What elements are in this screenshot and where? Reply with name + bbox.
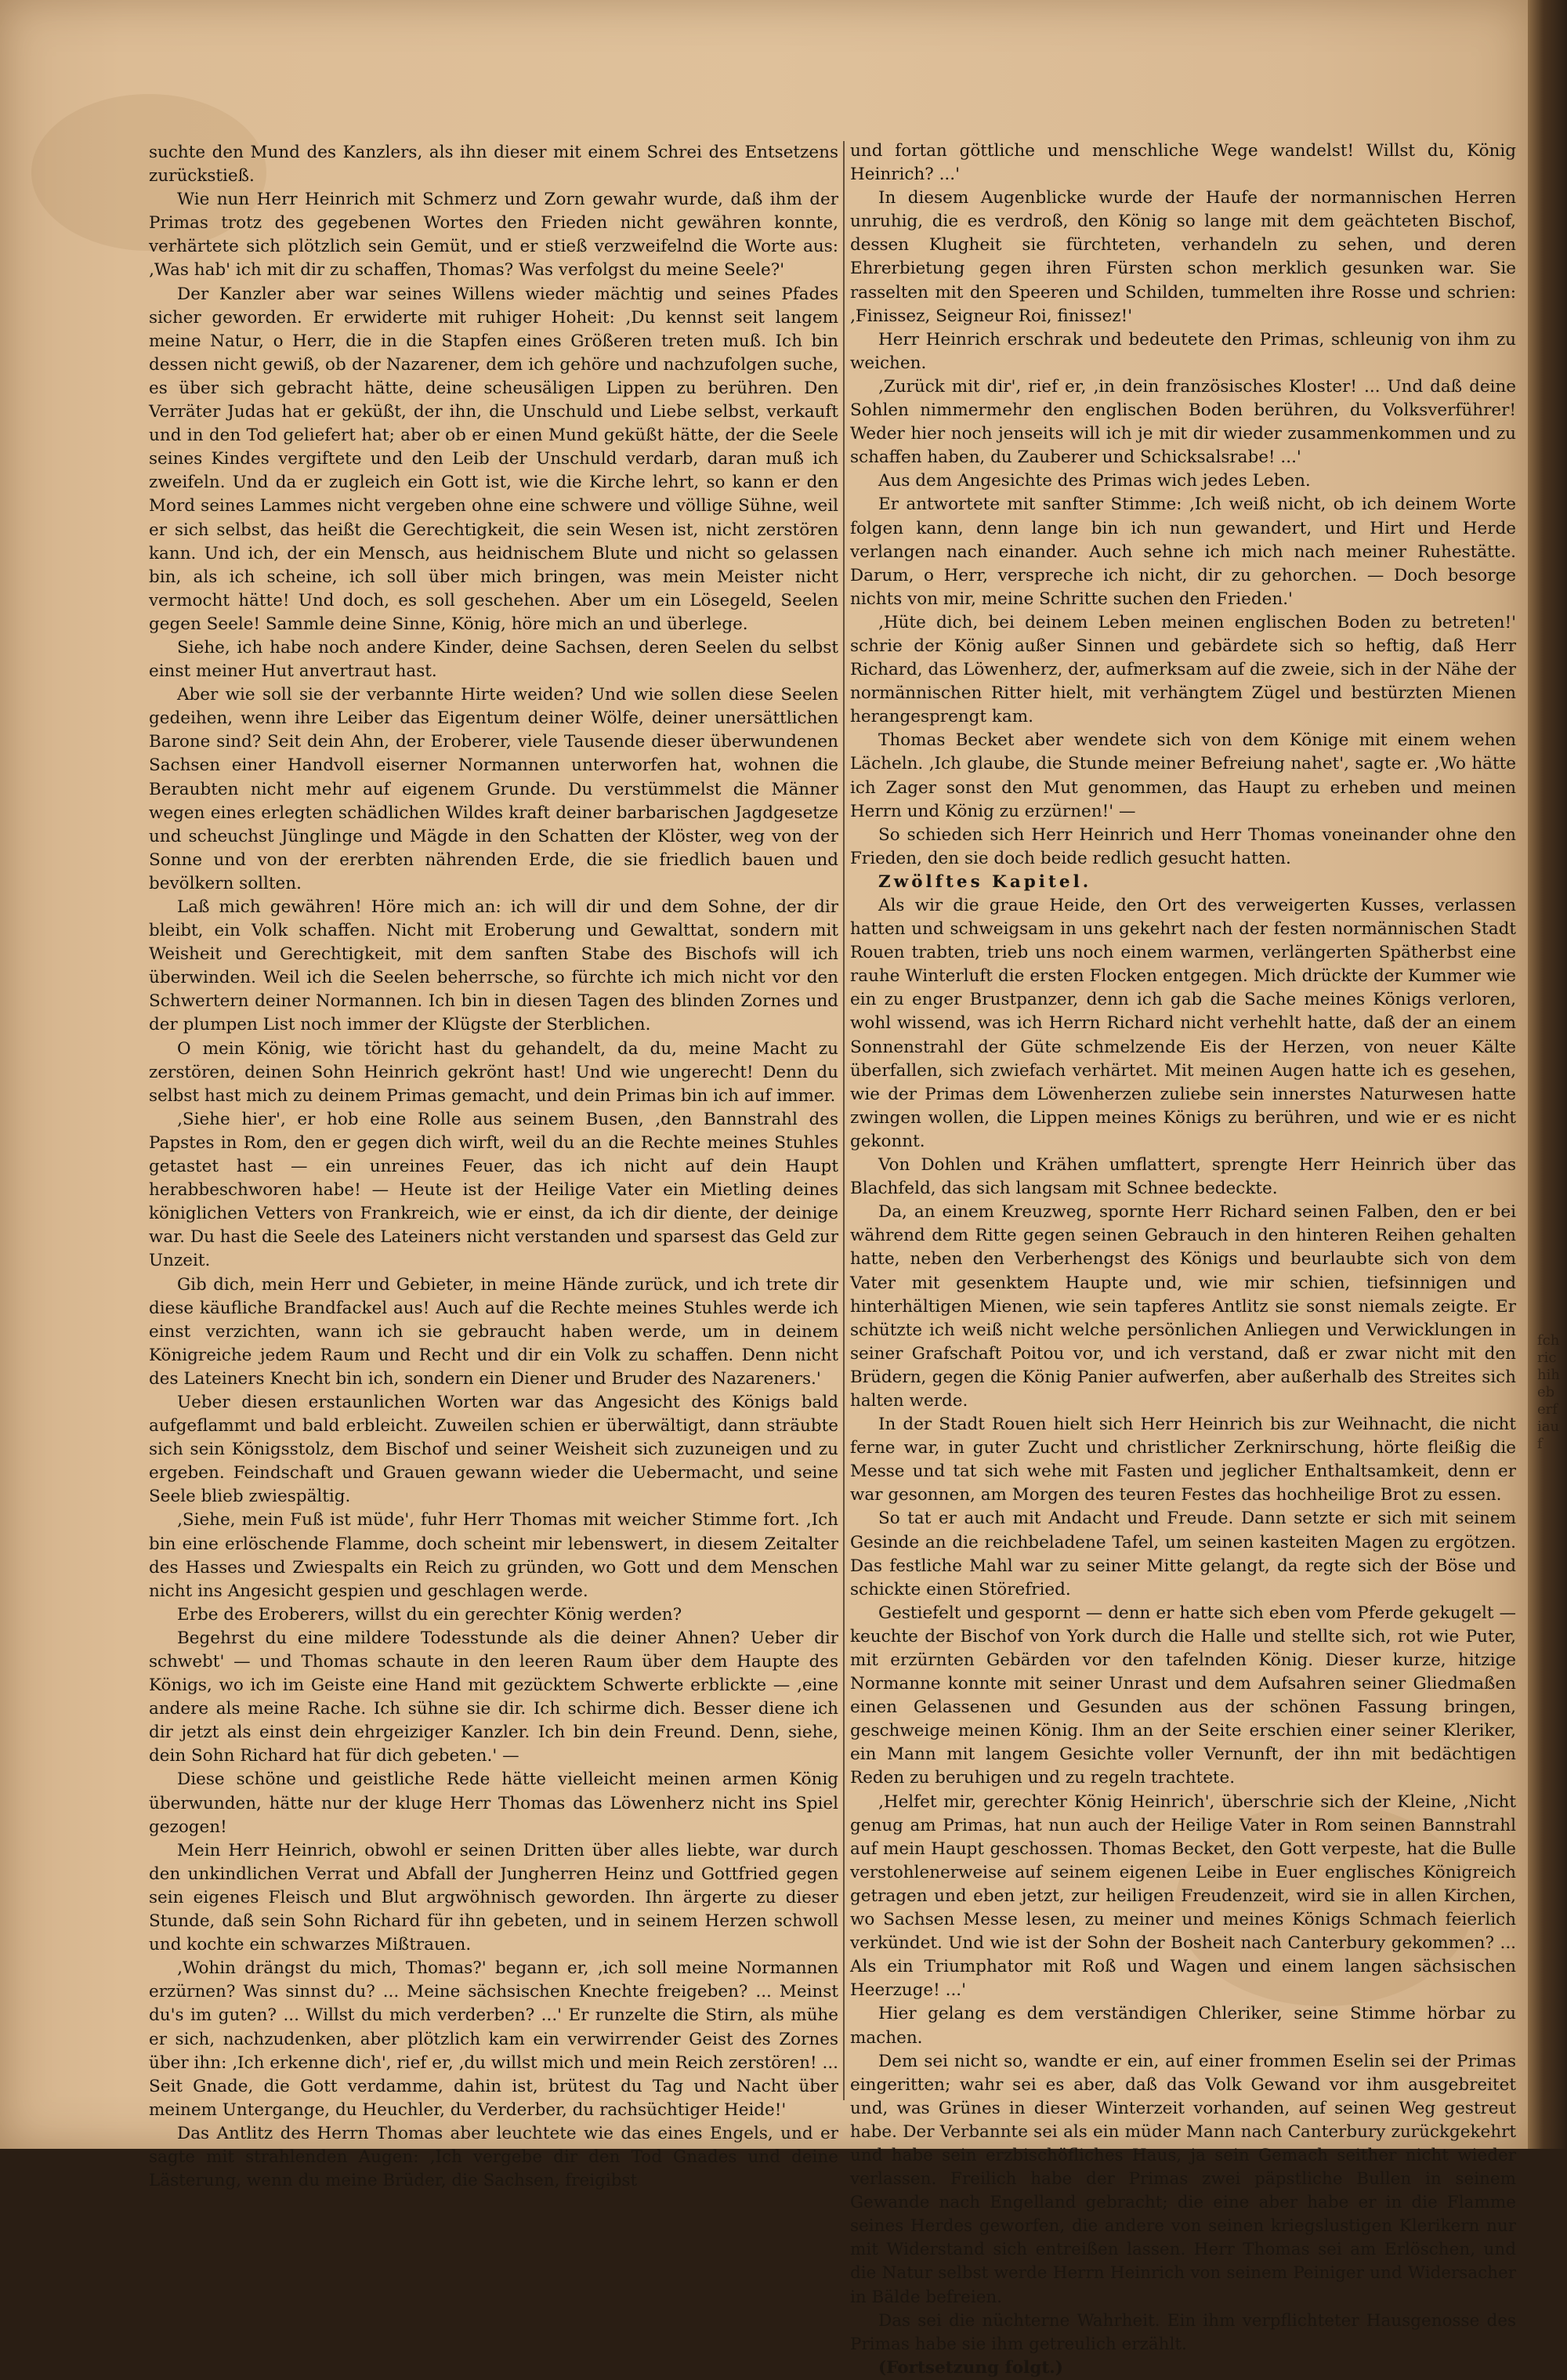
paragraph: In diesem Augenblicke wurde der Haufe der normannischen Herren unruhig, die es verdroß, den König so lange mit dem geächteten Bischof, dessen Klugheit sie fürchteten, verhandeln zu sehen, und deren Ehrerbietung gegen ihren Fürsten schon merklich gesunken war. Sie rasselten mit den Speeren und Schilden, tummelten ihre Rosse und schrien: ‚Finissez, Seigneur Roi, finissez!': [850, 188, 1516, 326]
paragraph: ‚Siehe hier', er hob eine Rolle aus seinem Busen, ‚den Bannstrahl des Papstes in Rom, den er gegen dich wirft, weil du an die Rechte meines Stuhles getastet hast — ein unreines Feuer, das ich nicht auf dein Haupt herabbeschworen habe! — Heute ist der Heilige Vater ein Mietling deines königlichen Vetters von Frankreich, wie er einst, da ich dir diente, der deinige war. Du hast die Seele des Lateiners nicht verstanden und sparsest das Geld zur Unzeit.: [149, 1109, 838, 1271]
paragraph: ‚Zurück mit dir', rief er, ‚in dein französisches Kloster! ... Und daß deine Sohlen nimmermehr den englischen Boden berühren, du Volksverführer! Weder hier noch jenseits will ich je mit dir wieder zusammenkommen und zu schaffen haben, du Zauberer und Schicksalsrabe! ...': [850, 376, 1516, 468]
paragraph: Gestiefelt und gespornt — denn er hatte sich eben vom Pferde gekugelt — keuchte der Bischof von York durch die Halle und stellte sich, rot wie Puter, mit erzürnten Gebärden vor den tafelnden König. Dieser kurze, hitzige Normanne konnte mit seiner Unrast und dem Aufsahren seiner Gliedmaßen einen Gelassenen und Gesunden aus der schönen Fassung bringen, geschweige meinen König. Ihm an der Seite erschien einer seiner Kleriker, ein Mann mit langem Gesichte voller Vernunft, der ihn mit bedächtigen Reden zu beruhigen und zu regeln trachtete.: [850, 1603, 1516, 1788]
paragraph: Wie nun Herr Heinrich mit Schmerz und Zorn gewahr wurde, daß ihm der Primas trotz des gegebenen Wortes den Frieden nicht gewähren konnte, verhärtete sich plötzlich sein Gemüt, und er stieß verzweifelnd die Worte aus: ‚Was hab' ich mit dir zu schaffen, Thomas? Was verfolgst du meine Seele?': [149, 190, 838, 281]
paragraph: Aus dem Angesichte des Primas wich jedes Leben.: [878, 471, 1311, 491]
paragraph: So tat er auch mit Andacht und Freude. Dann setzte er sich mit seinem Gesinde an die reichbeladene Tafel, um seinen kasteiten Magen zu ergötzen. Das festliche Mahl war zu seiner Mitte gelangt, da regte sich der Böse und schickte einen Störefried.: [850, 1509, 1516, 1599]
paragraph: ‚Helfet mir, gerechter König Heinrich', überschrie sich der Kleine, ‚Nicht genug am Primas, hat nun auch der Heilige Vater in Rom seinen Bannstrahl auf mein Haupt geschossen. Thomas Becket, den Gott verpeste, hat die Bulle verstohlenerweise auf seinem eigenen Leibe in Euer englisches Königreich getragen und eben jetzt, zur heiligen Freudenzeit, wird sie in allen Kirchen, wo Sachsen Messe lesen, zu meiner und meines Königs Schmach feierlich verkündet. Und wie ist der Sohn der Bosheit nach Canterbury gekommen? ... Als ein Triumphator mit Roß und Wagen und einem langen sächsischen Heerzuge! ...': [850, 1791, 1516, 2001]
column-divider: [843, 141, 845, 2100]
paragraph: Herr Heinrich erschrak und bedeutete den Primas, schleunig von ihm zu weichen.: [850, 329, 1516, 373]
paragraph: Der Kanzler aber war seines Willens wieder mächtig und seines Pfades sicher geworden. Er erwiderte mit ruhiger Hoheit: ‚Du kennst seit langem meine Natur, o Herr, die in die Stapfen eines Größeren treten muß. Ich bin dessen nicht gewiß, ob der Nazarener, dem ich gehöre und nachzufolgen suche, es über sich gebracht hätte, deine scheusäligen Lippen zu berühren. Den Verräter Judas hat er geküßt, der ihn, die Unschuld und Liebe selbst, verkauft und in den Tod geliefert hat; aber ob er einen Mund geküßt hätte, der die Seele seines Kindes vergiftete und den Leib der Unschuld verdarb, daran muß ich zweifeln. Und da er zugleich ein Gott ist, wie die Kirche lehrt, so kann er den Mord seines Lammes nicht vergeben ohne eine schwere und völlige Sühne, weil er sich selbst, das heißt die Gerechtigkeit, die sein Wesen ist, nicht zerstören kann. Und ich, der ein Mensch, aus heidnischem Blute und nicht so gelassen bin, als ich scheine, ich soll über mich bringen, was mein Meister nicht vermocht hätte! Und doch, es soll geschehen. Aber um ein Lösegeld, Seelen gegen Seele! Sammle deine Sinne, König, höre mich an und überlege.: [149, 284, 838, 634]
spine-text-fragment: fchrichiheberfiauf: [1537, 1332, 1560, 1452]
paragraph: Mein Herr Heinrich, obwohl er seinen Dritten über alles liebte, war durch den unkindlichen Verrat und Abfall der Jungherren Heinz und Gottfried gegen sein eigenes Fleisch und Blut argwöhnisch geworden. Ihn ärgerte zu dieser Stunde, daß sein Sohn Richard für ihn gebeten, und in seinem Herzen schwoll und kochte ein schwarzes Mißtrauen.: [149, 1840, 838, 1955]
paragraph: ‚Wohin drängst du mich, Thomas?' begann er, ‚ich soll meine Normannen erzürnen? Was sinnst du? ... Meine sächsischen Knechte freigeben? ... Meinst du's im guten? ... Willst du mich verderben? ...' Er runzelte die Stirn, als mühe er sich, nachzudenken, aber plötzlich kam ein verwirrender Geist des Zornes über ihn: ‚Ich erkenne dich', rief er, ‚du willst mich und mein Reich zerstören! ... Seit Gnade, die Gott verdamme, dahin ist, brütest du Tag und Nacht über meinem Untergange, du Heuchler, du Verderber, du rachsüchtiger Heide!': [149, 1958, 838, 2120]
paragraph: Gib dich, mein Herr und Gebieter, in meine Hände zurück, und ich trete dir diese käufliche Brandfackel aus! Auch auf die Rechte meines Stuhles werde ich einst verzichten, wann ich sie gebraucht haben werde, um in deinem Königreiche jedem Raum und Recht und dir ein Volk zu schaffen. Denn nicht des Lateiners Knecht bin ich, sondern ein Diener und Bruder des Nazareners.': [149, 1274, 838, 1389]
paragraph: Da, an einem Kreuzweg, spornte Herr Richard seinen Falben, den er bei während dem Ritte gegen seinen Gebrauch in den hinteren Reihen gehalten hatte, neben den Verberhengst des Königs und beurlaubte sich von dem Vater mit gesenktem Haupte und, wie mir schien, tiefsinnigen und hinterhältigen Mienen, wie sein tapferes Antlitz sie sonst niemals zeigte. Er schützte ich weiß nicht welche persönlichen Anliegen und Verwicklungen in seiner Grafschaft Poitou vor, und ich verstand, daß er zwar nicht mit den Brüdern, gegen die König Panier aufwerfen, aber außerhalb des Streites sich halten werde.: [850, 1202, 1516, 1411]
paragraph: Er antwortete mit sanfter Stimme: ‚Ich weiß nicht, ob ich deinem Worte folgen kann, denn lange bin ich nun gewandert, und Hirt und Herde verlangen nach einander. Auch sehne ich mich nach meiner Ruhestätte. Darum, o Herr, verspreche ich nicht, dir zu gehorchen. — Doch besorge nichts von mir, meine Schritte suchen den Frieden.': [850, 494, 1516, 609]
chapter-heading: Zwölftes Kapitel.: [878, 871, 1092, 892]
paragraph: Aber wie soll sie der verbannte Hirte weiden? Und wie sollen diese Seelen gedeihen, wenn ihre Leiber das Eigentum deiner Wölfe, deiner unersättlichen Barone sind? Seit dein Ahn, der Eroberer, viele Tausende dieser überwundenen Sachsen einer Handvoll eiserner Normannen unterworfen hat, wohnen die Beraubten nicht mehr auf eigenem Grunde. Du verstümmelst die Männer wegen eines erlegten schädlichen Wildes kraft deiner barbarischen Jagdgesetze und scheuchst Jünglinge und Mägde in den Schatten der Klöster, weg von der Sonne und von der ererbten nährenden Erde, die sie friedlich bauen und bevölkern sollten.: [149, 685, 838, 893]
paragraph: Diese schöne und geistliche Rede hätte vielleicht meinen armen König überwunden, hätte nur der kluge Herr Thomas das Löwenherz nicht ins Spiel gezogen!: [149, 1770, 838, 1837]
paragraph: Erbe des Eroberers, willst du ein gerechter König werden?: [177, 1604, 682, 1625]
paragraph: Dem sei nicht so, wandte er ein, auf einer frommen Eselin sei der Primas eingeritten; wahr sei es aber, daß das Volk Gewand vor ihm ausgebreitet und, was Grünes in dieser Winterzeit vorhanden, auf seinen Weg gestreut habe. Der Verbannte sei als ein müder Mann nach Canterbury zurückgekehrt und habe sein erzbischöfliches Haus, ja sein Gemach seither nicht wieder verlassen. Freilich habe der Primas zwei päpstliche Bullen in seinem Gewande nach Engelland gebracht; die eine aber habe er in die Flamme seines Herdes geworfen, die andere von seinen kriegslustigen Klerikern nur mit Widerstand sich entreißen lassen. Herr Thomas sei am Erlöschen, und die Natur selbst werde Herrn Heinrich von seinem Peiniger und Widersacher in Bälde befreien.: [850, 2051, 1516, 2307]
left-column: [149, 141, 838, 2191]
paragraph: ‚Siehe, mein Fuß ist müde', fuhr Herr Thomas mit weicher Stimme fort. ‚Ich bin eine erlöschende Flamme, doch scheint mir lebenswert, in diesem Zeitalter des Hasses und Zwiespalts ein Reich zu gründen, wo Gott und dem Menschen nicht ins Angesicht gespien und geschlagen werde.: [149, 1510, 838, 1601]
continuation-note: (Fortsetzung folgt.): [878, 2357, 1063, 2378]
paragraph: Begehrst du eine mildere Todesstunde als die deiner Ahnen? Ueber dir schwebt' — und Thomas schaute in den leeren Raum über dem Haupte des Königs, wo ich im Geiste eine Hand mit gezücktem Schwerte erblickte — ‚eine andere als meine Rache. Ich sühne sie dir. Ich schirme dich. Besser diene ich dir jetzt als einst dein ehrgeiziger Kanzler. Ich bin dein Freund. Denn, siehe, dein Sohn Richard hat für dich gebeten.' —: [149, 1628, 838, 1766]
paragraph: O mein König, wie töricht hast du gehandelt, da du, meine Macht zu zerstören, deinen Sohn Heinrich gekrönt hast! Und wie ungerecht! Denn du selbst hast mich zu deinem Primas gemacht, und dein Primas bin ich auf immer.: [149, 1038, 838, 1106]
paragraph: So schieden sich Herr Heinrich und Herr Thomas voneinander ohne den Frieden, den sie doch beide redlich gesucht hatten.: [850, 824, 1516, 868]
paragraph: In der Stadt Rouen hielt sich Herr Heinrich bis zur Weihnacht, die nicht ferne war, in guter Zucht und christlicher Zerknirschung, hörte fleißig die Messe und tat sich wehe mit Fasten und jeglicher Enthaltsamkeit, denn er war gesonnen, am Morgen des teuren Festes das hochheilige Brot zu essen.: [850, 1415, 1516, 1505]
paragraph: Als wir die graue Heide, den Ort des verweigerten Kusses, verlassen hatten und schweigsam in uns gekehrt nach der festen normännischen Stadt Rouen trabten, trieb uns noch einem warmen, verlängerten Spätherbst eine rauhe Winterluft die ersten Flocken entgegen. Mich drückte der Kummer wie ein zu enger Brustpanzer, denn ich gab die Sache meines Königs verloren, wohl wissend, was ich Herrn Richard nicht verhehlt hatte, daß der an einem Sonnenstrahl der Güte schmelzende Eis der Herzen, von neuer Kälte überfallen, sich zwiefach verhärtet. Mit meinen Augen hatte ich es gesehen, wie der Primas dem Löwenherzen zuliebe sein innerstes Naturwesen hatte zwingen wollen, die Lippen meines Königs zu berühren, und wie er es nicht gekonnt.: [850, 896, 1516, 1151]
paragraph: Laß mich gewähren! Höre mich an: ich will dir und dem Sohne, der dir bleibt, ein Volk schaffen. Nicht mit Eroberung und Gewalttat, sondern mit Weisheit und Gerechtigkeit, mit dem sanften Stabe des Bischofs will ich überwinden. Weil ich die Seelen beherrsche, so fürchte ich mich nicht vor den Schwertern deiner Normannen. Ich bin in diesen Tagen des blinden Zornes und der plumpen List noch immer der Klügste der Sterblichen.: [149, 897, 838, 1035]
paragraph: und fortan göttliche und menschliche Wege wandelst! Willst du, König Heinrich? ...': [850, 141, 1516, 185]
paragraph: Von Dohlen und Krähen umflattert, sprengte Herr Heinrich über das Blachfeld, das sich langsam mit Schnee bedeckte.: [850, 1155, 1516, 1199]
book-spine: [1528, 0, 1567, 2149]
paragraph: ‚Hüte dich, bei deinem Leben meinen englischen Boden zu betreten!' schrie der König außer Sinnen und gebärdete sich so heftig, daß Herr Richard, das Löwenherz, der, aufmerksam auf die zweie, sich in der Nähe der normännischen Ritter hielt, mit verhängtem Zügel und bestürzten Mienen herangesprengt kam.: [850, 612, 1516, 727]
paragraph: suchte den Mund des Kanzlers, als ihn dieser mit einem Schrei des Entsetzens zurückstieß.: [149, 143, 838, 187]
paragraph: Hier gelang es dem verständigen Chleriker, seine Stimme hörbar zu machen.: [850, 2004, 1516, 2048]
paragraph: Thomas Becket aber wendete sich von dem Könige mit einem wehen Lächeln. ‚Ich glaube, die Stunde meiner Befreiung nahet', sagte er. ‚Wo hätte ich Zager sonst den Mut genommen, das Haupt zu erheben und meinen Herrn und König zu erzürnen!' —: [850, 730, 1516, 821]
paragraph: Das sei die nüchterne Wahrheit. Ein ihm verpflichteter Hausgenosse des Primas habe sie ihm getreulich erzählt.: [850, 2310, 1516, 2354]
paragraph: Siehe, ich habe noch andere Kinder, deine Sachsen, deren Seelen du selbst einst meiner Hut anvertraut hast.: [149, 637, 838, 682]
paragraph: Ueber diesen erstaunlichen Worten war das Angesicht des Königs bald aufgeflammt und bald erbleicht. Zuweilen schien er überwältigt, dann sträubte sich sein Königsstolz, dem Bischof und seiner Weisheit sich zuzuneigen und zu ergeben. Feindschaft und Grauen gewann wieder die Uebermacht, und seine Seele blieb zwiespältig.: [149, 1392, 838, 1507]
paragraph: Das Antlitz des Herrn Thomas aber leuchtete wie das eines Engels, und er sagte mit strahlenden Augen: ‚Ich vergebe dir den Tod Gnades und deine Lästerung, wenn du meine Brüder, die Sachsen, freigibst: [149, 2123, 838, 2191]
right-column: [850, 139, 1516, 2378]
